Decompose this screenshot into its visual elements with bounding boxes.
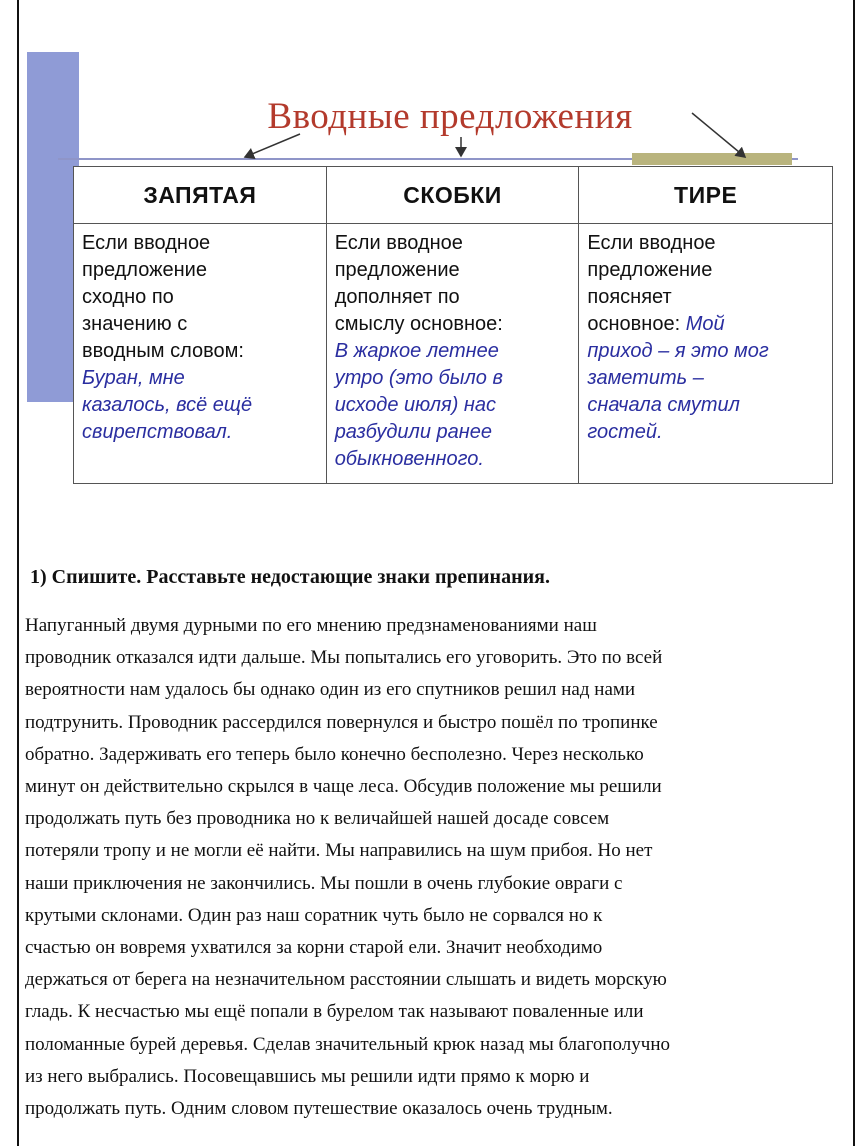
header-brackets: СКОБКИ bbox=[326, 167, 579, 224]
rule-line: предложение bbox=[587, 259, 713, 281]
passage-line: минут он действительно скрылся в чаще леса. Обсудив положение мы решили bbox=[25, 776, 662, 798]
arrow-to-dash bbox=[692, 113, 745, 157]
rule-line bbox=[587, 311, 824, 338]
passage-line: подтрунить. Проводник рассердился повернулся и быстро пошёл по тропинке bbox=[25, 711, 658, 733]
passage-line: вероятности нам удалось бы однако один из его спутников решил над нами bbox=[25, 679, 636, 701]
example-line: Буран, мне bbox=[82, 367, 185, 389]
example-line: гостей. bbox=[587, 421, 663, 443]
rule-line: сходно по bbox=[82, 286, 174, 308]
rule-line: предложение bbox=[334, 259, 460, 281]
frame-border-right-lower bbox=[853, 548, 855, 1146]
rule-line: Если вводное bbox=[82, 232, 211, 254]
passage-line: обратно. Задерживать его теперь было конечно бесполезно. Через несколько bbox=[25, 743, 644, 765]
rule-line: Если вводное bbox=[587, 232, 716, 254]
example-line: утро (это было в bbox=[334, 367, 503, 389]
passage-line: продолжать путь. Одним словом путешествие оказалось очень трудным. bbox=[25, 1098, 613, 1120]
passage-line: крутыми склонами. Один раз наш соратник чуть было не сорвался но к bbox=[25, 904, 603, 926]
arrow-to-comma bbox=[245, 134, 300, 157]
table-body-row bbox=[74, 224, 833, 484]
task-instruction: 1) Спишите. Расставьте недостающие знаки препинания. bbox=[30, 566, 550, 588]
header-comma: ЗАПЯТАЯ bbox=[74, 167, 327, 224]
passage-line: держаться от берега на незначительном расстоянии слышать и видеть морскую bbox=[25, 969, 667, 991]
slide-title: Вводные предложения bbox=[267, 96, 633, 137]
passage-line: из него выбрались. Посовещавшись мы решили идти прямо к морю и bbox=[25, 1065, 590, 1087]
rule-line: значению с bbox=[82, 313, 188, 335]
rule-cell-brackets bbox=[326, 224, 579, 484]
passage-line: проводник отказался идти дальше. Мы попытались его уговорить. Это по всей bbox=[25, 647, 663, 669]
example-line: заметить – bbox=[587, 367, 704, 389]
example-line: приход – я это мог bbox=[587, 340, 769, 362]
punctuation-rules-table bbox=[73, 166, 833, 484]
passage-line: Напуганный двумя дурными по его мнению предзнаменованиями наш bbox=[25, 615, 597, 636]
example-line: сначала смутил bbox=[587, 394, 740, 416]
example-line: казалось, всё ещё bbox=[82, 394, 253, 416]
rule-line-end: основное: bbox=[587, 313, 681, 335]
frame-border-left-lower bbox=[17, 548, 19, 1146]
rule-line: вводным словом: bbox=[82, 340, 244, 362]
example-line: обыкновенного. bbox=[334, 448, 484, 470]
passage-line: потеряли тропу и не могли её найти. Мы направились на шум прибоя. Но нет bbox=[25, 840, 653, 862]
rule-line: предложение bbox=[82, 259, 207, 281]
header-dash: ТИРЕ bbox=[579, 167, 833, 224]
example-start: Мой bbox=[685, 313, 725, 335]
example-line: свирепствовал. bbox=[82, 421, 233, 443]
rule-cell-dash bbox=[579, 224, 833, 484]
example-line: разбудили ранее bbox=[334, 421, 493, 443]
passage-line: поломанные бурей деревья. Сделав значительный крюк назад мы благополучно bbox=[25, 1033, 671, 1055]
rule-line: дополняет по bbox=[334, 286, 460, 308]
passage-line: наши приключения не закончились. Мы пошли в очень глубокие овраги с bbox=[25, 872, 623, 894]
exercise-passage bbox=[25, 610, 845, 1125]
rule-cell-comma bbox=[74, 224, 327, 484]
passage-line: продолжать путь без проводника но к величайшей нашей досаде совсем bbox=[25, 808, 610, 830]
table-header-row bbox=[74, 167, 833, 224]
passage-line: счастью он вовремя ухватился за корни старой ели. Значит необходимо bbox=[25, 937, 603, 959]
example-line: исходе июля) нас bbox=[334, 394, 497, 416]
rule-line: поясняет bbox=[587, 286, 672, 308]
example-line: В жаркое летнее bbox=[334, 340, 499, 362]
passage-line: гладь. К несчастью мы ещё попали в бурелом так называют поваленные или bbox=[25, 1001, 644, 1023]
rule-line: Если вводное bbox=[334, 232, 463, 254]
rule-line: смыслу основное: bbox=[334, 313, 503, 335]
